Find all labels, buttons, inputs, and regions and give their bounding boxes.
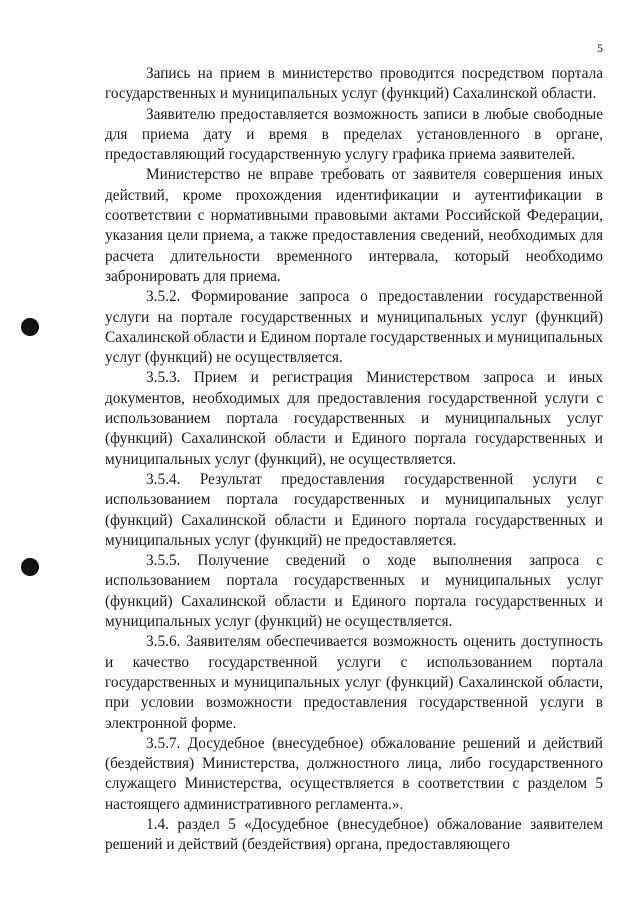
paragraph-3-5-4: 3.5.4. Результат предоставления государственной услуги с использованием портала государственных и муниципальных услуг (функций) Сахалинской области и Единого портала государственных и муниципальных услуг (функций) не предоставляется. bbox=[105, 470, 603, 549]
paragraph-free-slots: Заявителю предоставляется возможность записи в любые свободные для приема дату и время в пределах установленного в органе, предоставляющий государственную услугу графика приема заявителей. bbox=[105, 105, 603, 164]
paragraph-3-5-3: 3.5.3. Прием и регистрация Министерством запроса и иных документов, необходимых для предоставления государственной услуги с использованием портала государственных и муниципальных услуг (функций) Сахалинской области и Единого портала государственных и муниципальных услуг (функций), не осуществляется. bbox=[105, 369, 603, 468]
binder-hole-bottom bbox=[21, 558, 39, 576]
paragraph-3-5-6: 3.5.6. Заявителям обеспечивается возможность оценить доступность и качество государственной услуги с использованием портала государственных и муниципальных услуг (функций) Сахалинской области, при условии возможности предоставления государственной услуги в электронной форме. bbox=[105, 633, 603, 732]
paragraph-3-5-5: 3.5.5. Получение сведений о ходе выполнения запроса с использованием портала государственных и муниципальных услуг (функций) Сахалинской области и Единого портала государственных и муниципальных услуг (функций) не осуществляется. bbox=[105, 552, 603, 631]
paragraph-3-5-2: 3.5.2. Формирование запроса о предоставлении государственной услуги на портале государственных и муниципальных услуг (функций) Сахалинской области и Едином портале государственных и муниципальных услуг (функций) не осуществляется. bbox=[105, 288, 603, 367]
paragraph-ministry-restrictions: Министерство не вправе требовать от заявителя совершения иных действий, кроме прохождения идентификации и аутентификации в соответствии с нормативными правовыми актами Российской Федерации, указания цели приема, а также предоставления сведений, необходимых для расчета длительности временного интервала, который необходимо забронировать для приема. bbox=[105, 166, 603, 285]
page-number: 5 bbox=[597, 41, 603, 55]
document-body bbox=[105, 64, 603, 856]
paragraph-3-5-7: 3.5.7. Досудебное (внесудебное) обжалование решений и действий (бездействия) Министерства, должностного лица, либо государственного служащего Министерства, осуществляется в соответствии с разделом 5 настоящего административного регламента.». bbox=[105, 734, 603, 813]
binder-hole-top bbox=[21, 318, 39, 336]
paragraph-appointment-booking: Запись на прием в министерство проводится посредством портала государственных и муниципальных услуг (функций) Сахалинской области. bbox=[105, 65, 603, 103]
paragraph-1-4: 1.4. раздел 5 «Досудебное (внесудебное) обжалование заявителем решений и действий (бездействия) органа, предоставляющего bbox=[105, 815, 603, 854]
